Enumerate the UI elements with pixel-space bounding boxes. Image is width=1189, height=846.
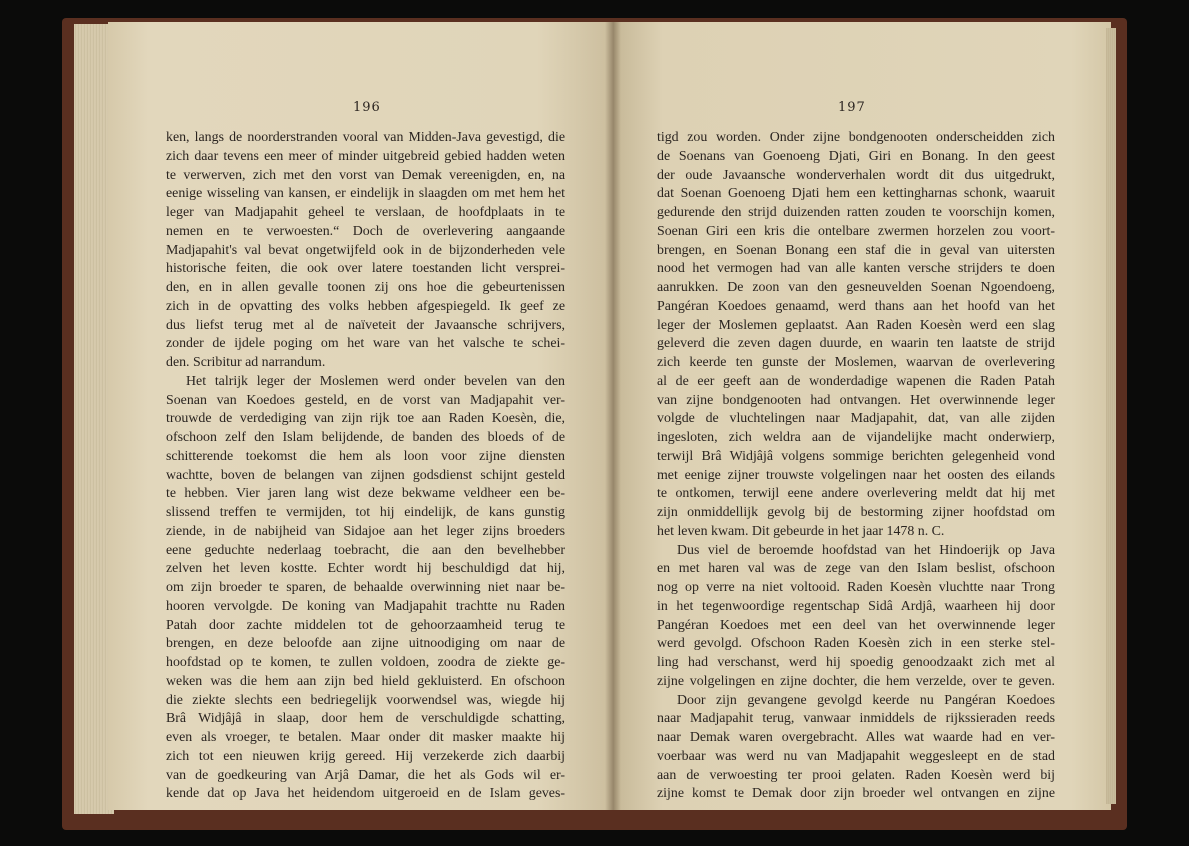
text-line: gedurende den strijd duizenden ratten zouden te voorschijn komen,: [657, 205, 1055, 220]
text-line: Madjapahit's val bevat ongetwijfeld ook in de bijzonderheden vele: [166, 242, 565, 258]
right-page-text: [657, 129, 1055, 804]
text-line: aan de verwoesting ter prooi gelaten. Raden Koesèn werd bij: [657, 767, 1055, 783]
book-gutter: [605, 22, 621, 810]
text-line: zonder de ijdele poging om het ware van het valsche te schei-: [166, 336, 565, 352]
left-page-text: [166, 129, 565, 804]
text-line: nood het vermogen had van alle kanten versche strijders te doen: [657, 261, 1055, 277]
text-line: trouwde de verdediging van zijn rijk toe aan Raden Koesèn, die,: [166, 411, 565, 427]
text-line: eene geduchte nederlaag toebracht, die aan den bevelhebber: [166, 542, 565, 558]
text-line: de Soenans van Goenoeng Djati, Giri en Bonang. In den geest: [657, 148, 1055, 164]
text-line: Soenan van Koedoes gesteld, en de vorst van Madjapahit ver-: [166, 392, 565, 408]
text-line: naar Madjapahit terug, vanwaar inmiddels de rijkssieraden reeds: [657, 711, 1055, 727]
text-line: Brâ Widjâjâ in slaap, door hem de verschuldigde schatting,: [166, 711, 565, 727]
text-line: Soenan Giri een kris die ontelbare zwermen horzelen zou voort-: [657, 223, 1055, 239]
text-line: het leven kwam. Dit gebeurde in het jaar 1478 n. C.: [657, 523, 945, 539]
page-number: 197: [838, 100, 866, 115]
text-line: zijne volgelingen en zijne dochter, die hem verzelde, over te geven.: [657, 673, 1055, 689]
text-line: zich in de opvatting des volks hebben afgespiegeld. Ik geef ze: [166, 298, 565, 314]
text-line: schitterende toekomst die hem als loon voor zijne diensten: [166, 448, 565, 464]
text-line: nemen en te verwoesten.“ Doch de overlevering aangaande: [166, 223, 565, 239]
text-line: even als vroeger, te betalen. Maar onder dit masker maakte hij: [166, 730, 565, 745]
text-line: naar Demak waren overgebracht. Alles wat waarde had en ver-: [657, 730, 1055, 745]
text-line: te verwerven, zich met den vorst van Demak vereenigden, en, na: [166, 167, 565, 183]
text-line: brengen, en Soenan Bonang een staf die in geval van uitersten: [657, 242, 1055, 258]
text-line: in het tegenwoordige regentschap Sidâ Ardjâ, waarheen hij door: [657, 598, 1055, 614]
text-line: slissend treffen te vermijden, tot hij eindelijk, de kans gunstig: [166, 505, 565, 520]
text-line: met eenige zijner trouwste volgelingen naar het oosten des eilands: [657, 467, 1055, 483]
text-line: ofschoon zelf den Islam belijdende, de banden des bloeds of de: [166, 430, 565, 445]
text-line: leger der Moslemen geplaatst. Aan Raden Koesèn werd een slag: [657, 317, 1055, 333]
text-line: ziende, in de nabijheid van Sidajoe aan het leger zijns broeders: [166, 523, 565, 539]
right-page: [613, 22, 1111, 810]
text-line: werd gevolgd. Ofschoon Raden Koesèn zich in een sterke stel-: [657, 636, 1055, 652]
text-line: die ziekte slechts een bedriegelijk voorwendsel was, wiegde hij: [166, 692, 565, 708]
text-line: weken was die hem aan zijn bed hield gekluisterd. En ofschoon: [166, 673, 565, 689]
left-page: [108, 22, 613, 810]
text-line: eenige wisseling van kansen, er eindelijk in slaagden om met hem het: [166, 186, 565, 202]
text-line: brengen, en deze beloofde aan zijne uitnoodiging om naar de: [166, 636, 565, 652]
text-line: nog op verre na niet voltooid. Raden Koesèn vluchtte naar Trong: [657, 580, 1055, 595]
text-line: historische feiten, die ook over latere toestanden licht versprei-: [166, 261, 565, 277]
text-line: Pangéran Koedoes met een deel van het overwinnende leger: [657, 617, 1055, 633]
text-line: Door zijn gevangene gevolgd keerde nu Pangéran Koedoes: [677, 692, 1055, 708]
text-line: van zijne bondgenooten had ontvangen. Het overwinnende leger: [657, 392, 1055, 408]
text-line: geleverd die zeven dagen duurde, en waarin ten laatste de strijd: [657, 336, 1055, 352]
text-line: Dus viel de beroemde hoofdstad van het Hindoerijk op Java: [677, 542, 1055, 558]
text-line: zich tot een nieuwen krijg gereed. Hij verzekerde zich daarbij: [166, 748, 565, 764]
text-line: zijne komst te Demak door zijn broeder wel ontvangen en zijne: [657, 786, 1055, 802]
text-line: voerbaar was werd nu van Madjapahit weggesleept en de stad: [657, 748, 1055, 764]
text-line: der oude Javaansche wonderverhalen wordt dit dus uitgedrukt,: [657, 167, 1055, 183]
text-line: zijn onmiddellijk gevolg bij de bestorming zijner hoofdstad om: [657, 505, 1055, 520]
text-line: aanrukken. De zoon van den gesneuvelden Soenan Ngoendoeng,: [657, 280, 1055, 295]
text-line: te ontkomen, terwijl eene andere overlevering meldt dat hij met: [657, 486, 1055, 502]
text-line: al de eer geeft aan de wonderdadige wapenen die Raden Patah: [657, 373, 1055, 389]
text-line: ingesloten, zich weldra aan de vijandelijke macht onderwierp,: [657, 430, 1055, 445]
text-line: Pangéran Koedoes genaamd, werd thans aan het hoofd van het: [657, 298, 1055, 314]
text-line: Patah door zachte middelen tot de gehoorzaamheid terug te: [166, 617, 565, 633]
text-line: zich keerde ten gunste der Moslemen, waarvan de overlevering: [657, 355, 1055, 370]
text-line: van de goedkeuring van Arjâ Damar, die het als Gods wil er-: [166, 767, 565, 783]
text-line: Het talrijk leger der Moslemen werd onder bevelen van den: [186, 373, 565, 389]
text-line: den. Scribitur ad narrandum.: [166, 355, 326, 370]
text-line: leger van Madjapahit geheel te verslaan, de hoofdplaats in te: [166, 205, 565, 220]
text-line: zelven het leven kostte. Echter wordt hij beschuldigd dat hij,: [166, 561, 565, 577]
text-line: dat Soenan Goenoeng Djati hem een kettingharnas schonk, waaruit: [657, 186, 1055, 202]
text-line: ken, langs de noorderstranden vooral van Midden-Java gevestigd, die: [166, 130, 565, 145]
text-line: den, en in allen gevalle toonen zij ons hoe die gebeurtenissen: [166, 280, 565, 295]
text-line: dus liefst terug met al de naïveteit der Javaansche schrijvers,: [166, 317, 565, 333]
text-line: zich daar tevens een meer of minder uitgebreid gebied hadden weten: [166, 148, 565, 164]
text-line: ling had verschanst, werd hij spoedig genoodzaakt zich met al: [657, 655, 1055, 670]
page-number: 196: [353, 100, 381, 115]
text-line: kende dat op Java het heidendom uitgeroeid en de Islam geves-: [166, 786, 565, 802]
text-line: wachtte, boven de belangen van zijnen godsdienst schijnt gesteld: [166, 467, 565, 483]
text-line: hoofdstad op te komen, te zullen voldoen, zoodra de ziekte ge-: [166, 655, 565, 670]
text-line: te hebben. Vier jaren lang wist deze bekwame veldheer een be-: [166, 486, 565, 502]
page-edges-right: [1106, 28, 1116, 804]
text-line: tigd zou worden. Onder zijne bondgenooten onderscheidden zich: [657, 130, 1055, 145]
text-line: hooren vervolgde. De koning van Madjapahit trachtte nu Raden: [166, 598, 565, 614]
text-line: volgde de vluchtelingen naar Madjapahit, dat, van alle zijden: [657, 411, 1055, 427]
text-line: om zijn broeder te sparen, de behaalde overwinning niet naar be-: [166, 580, 565, 595]
text-line: en met haren val was de zege van den Islam beslist, ofschoon: [657, 561, 1055, 577]
text-line: terwijl Brâ Widjâjâ volgens sommige berichten gelegenheid vond: [657, 448, 1055, 464]
